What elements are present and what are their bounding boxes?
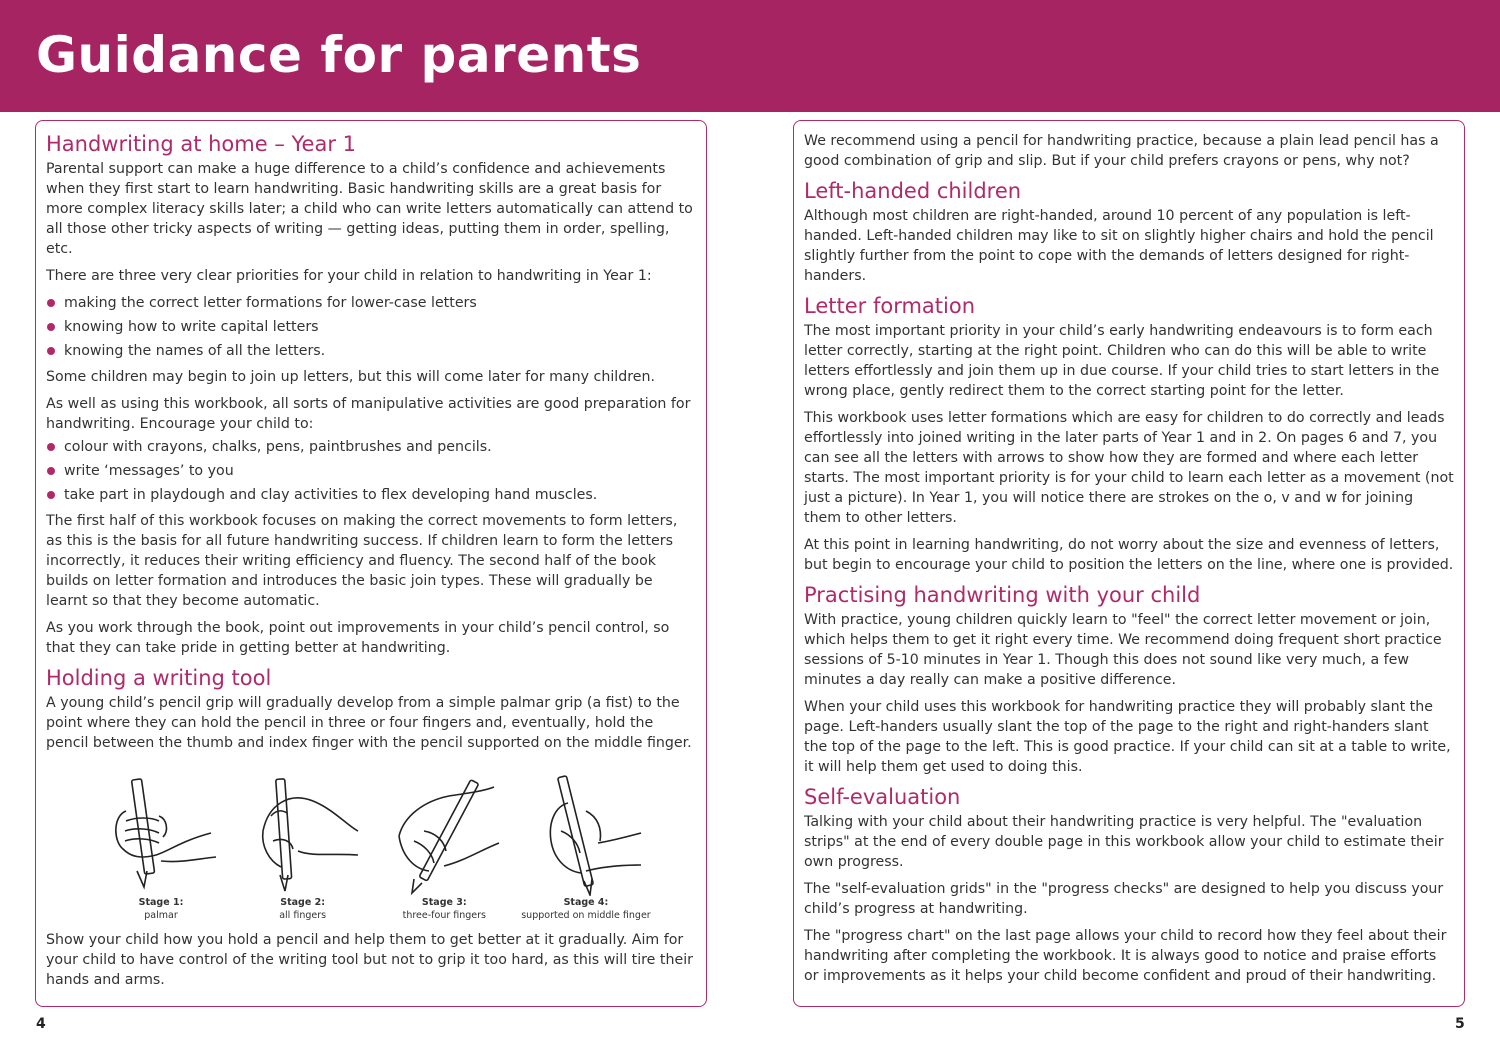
stage-label: Stage 3: — [421, 897, 467, 908]
header-banner — [0, 0, 1500, 112]
stage-label: Stage 4: — [563, 897, 609, 908]
paragraph: With practice, young children quickly learn to "feel" the correct letter movement or join, which helps them to get it right every time. We recommend doing frequent short practice sessions of 5-10 minutes in Year 1. Though this does not sound like very much, a few minutes a day really can make a positive difference. — [804, 612, 1442, 688]
paragraph: We recommend using a pencil for handwriting practice, because a plain lead pencil has a good combination of grip and slip. But if your child prefers crayons or pens, why not? — [804, 133, 1439, 169]
heading-handwriting-at-home: Handwriting at home – Year 1 — [46, 132, 356, 156]
paragraph: The first half of this workbook focuses on making the correct movements to form letters, as this is the basis for all future handwriting success. If children learn to form the letters incorrectly, it reduces their writing efficiency and fluency. The second half of the book builds on letter formation and introduces the basic join types. These will gradually be learnt so that they become automatic. — [46, 513, 678, 609]
paragraph: As well as using this workbook, all sorts of manipulative activities are good preparation for handwriting. Encourage your child to: — [46, 396, 691, 432]
grip-stage-3 — [374, 771, 514, 922]
paragraph: Show your child how you hold a pencil and help them to get better at it gradually. Aim for your child to have control of the writing tool but not to grip it too hard, as this will tire their hands and arms. — [46, 932, 693, 988]
list-item: colour with crayons, chalks, pens, paintbrushes and pencils. — [46, 437, 696, 457]
page-number-left: 4 — [36, 1016, 46, 1032]
grip-stage-1 — [91, 771, 231, 922]
heading-letter-formation: Letter formation — [804, 294, 976, 318]
grip-stage-4 — [516, 771, 656, 922]
all-fingers-grip-illustration — [243, 771, 363, 896]
stage-label: Stage 2: — [280, 897, 326, 908]
paragraph: The "self-evaluation grids" in the "progress checks" are designed to help you discuss your child’s progress at handwriting. — [804, 881, 1444, 917]
list-item: knowing the names of all the letters. — [46, 341, 696, 361]
paragraph: As you work through the book, point out improvements in your child’s pencil control, so that they can take pride in getting better at handwriting. — [46, 620, 670, 656]
paragraph: There are three very clear priorities for your child in relation to handwriting in Year 1: — [46, 268, 652, 284]
list-item: take part in playdough and clay activities to flex developing hand muscles. — [46, 485, 696, 505]
paragraph: Some children may begin to join up letters, but this will come later for many children. — [46, 369, 655, 385]
paragraph: The "progress chart" on the last page allows your child to record how they feel about their handwriting after completing the workbook. It is always good to notice and praise efforts or improvements as it helps your child become confident and proud of their handwriting. — [804, 928, 1447, 984]
three-four-fingers-grip-illustration — [384, 771, 504, 896]
list-item: making the correct letter formations for lower-case letters — [46, 293, 696, 313]
right-content-box — [793, 120, 1465, 1007]
paragraph: The most important priority in your child’s early handwriting endeavours is to form each letter correctly, starting at the right point. Children who can do this will be able to write letters effortlessly and join them up in due course. If your child tries to start letters in the wrong place, gently redirect them to the correct starting point for the letter. — [804, 323, 1440, 399]
priorities-list — [46, 293, 696, 361]
paragraph: At this point in learning handwriting, do not worry about the size and evenness of letters, but begin to encourage your child to position the letters on the line, where one is provided. — [804, 537, 1454, 573]
heading-left-handed-children: Left-handed children — [804, 179, 1022, 203]
heading-self-evaluation: Self-evaluation — [804, 785, 961, 809]
paragraph: Talking with your child about their handwriting practice is very helpful. The "evaluation strips" at the end of every double page in this workbook allow your child to estimate their own progress. — [804, 814, 1444, 870]
activities-list — [46, 437, 696, 505]
paragraph: When your child uses this workbook for handwriting practice they will probably slant the page. Left-handers usually slant the top of the page to the right and right-handers slant the top of the page to the left. This is good practice. If your child can sit at a table to write, it will help them get used to doing this. — [804, 699, 1451, 775]
heading-holding-writing-tool: Holding a writing tool — [46, 666, 272, 690]
palmar-grip-illustration — [101, 771, 221, 896]
stage-description: three-four fingers — [402, 910, 487, 921]
middle-finger-grip-illustration — [526, 771, 646, 896]
list-item: knowing how to write capital letters — [46, 317, 696, 337]
stage-description: palmar — [144, 910, 178, 921]
paragraph: Although most children are right-handed, around 10 percent of any population is left-handed. Left-handed children may like to sit on slightly higher chairs and hold the pencil slightly further from the point to cope with the demands of letters designed for right-handers. — [804, 208, 1434, 284]
grip-stages — [91, 771, 656, 922]
grip-stage-2 — [233, 771, 373, 922]
paragraph: Parental support can make a huge difference to a child’s confidence and achievements when they first start to learn handwriting. Basic handwriting skills are a great basis for more complex literacy skills later; a child who can write letters automatically can attend to all those other tricky aspects of writing — getting ideas, putting them in order, spelling, etc. — [46, 161, 693, 257]
page-number-right: 5 — [1455, 1016, 1465, 1032]
list-item: write ‘messages’ to you — [46, 461, 696, 481]
paragraph: A young child’s pencil grip will gradually develop from a simple palmar grip (a fist) to the point where they can hold the pencil in three or four fingers and, eventually, hold the pencil between the thumb and index finger with the pencil supported on the middle finger. — [46, 695, 692, 751]
stage-description: all fingers — [279, 910, 327, 921]
stage-description: supported on middle finger — [521, 910, 651, 921]
left-content-box — [35, 120, 707, 1007]
banner-wave — [0, 98, 1500, 114]
stage-label: Stage 1: — [138, 897, 184, 908]
page-title: Guidance for parents — [36, 26, 642, 84]
paragraph: This workbook uses letter formations which are easy for children to do correctly and leads effortlessly into joined writing in the later parts of Year 1 and in 2. On pages 6 and 7, you can see all the letters with arrows to show how they are formed and where each letter starts. The most important priority is for your child to learn each letter as a movement (not just a picture). In Year 1, you will notice there are strokes on the o, v and w for joining them to other letters. — [804, 410, 1454, 526]
heading-practising-handwriting: Practising handwriting with your child — [804, 583, 1201, 607]
